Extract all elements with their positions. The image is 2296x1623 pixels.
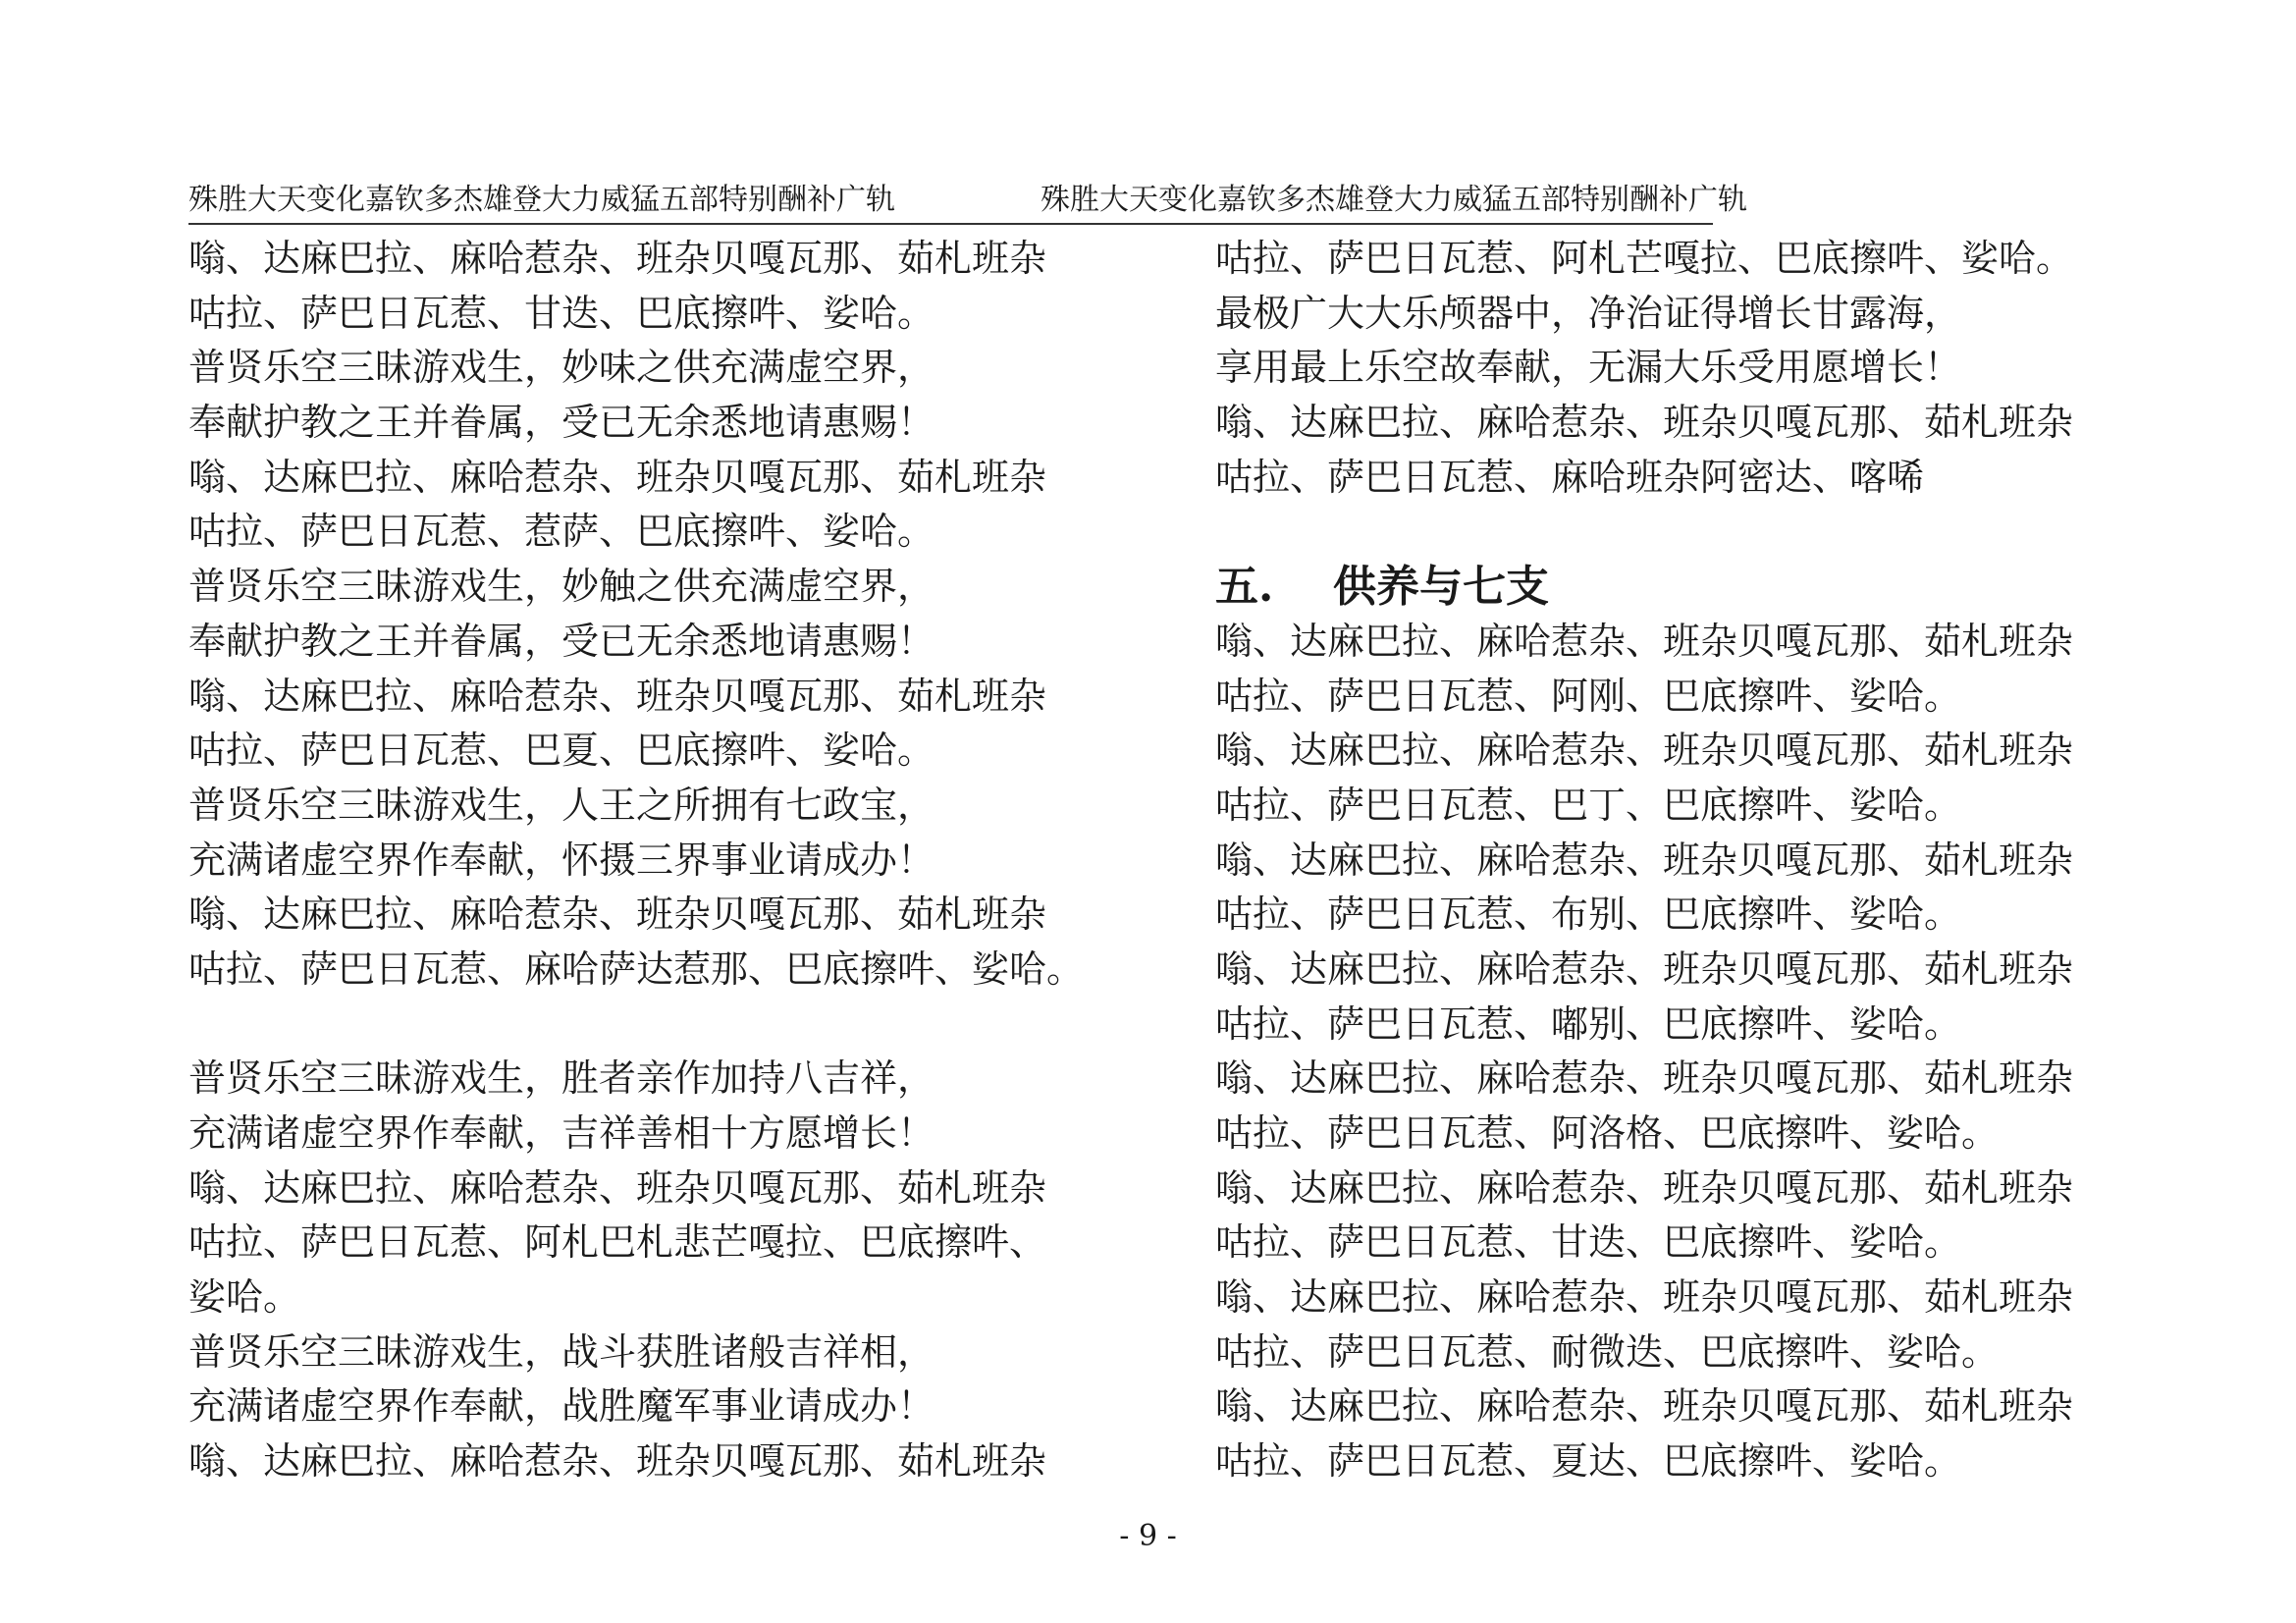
text-line: 咕拉、萨巴日瓦惹、巴夏、巴底擦吽、娑哈。 [188,729,935,773]
text-line: 咕拉、萨巴日瓦惹、惹萨、巴底擦吽、娑哈。 [188,510,935,554]
text-line: 嗡、达麻巴拉、麻哈惹杂、班杂贝嘎瓦那、茹札班杂 [1215,1165,2074,1210]
text-line: 奉献护教之王并眷属，受已无余悉地请惠赐！ [188,619,935,663]
paragraph-gap [1215,505,1981,560]
text-line: 普贤乐空三昧游戏生，人王之所拥有七政宝， [188,783,935,827]
section-title: 供养与七支 [1333,562,1549,613]
header-title-left: 殊胜大天变化嘉钦多杰雄登大力威猛五部特别酬补广轨 [188,183,895,217]
text-line: 享用最上乐空故奉献，无漏大乐受用愿增长！ [1215,346,1962,390]
text-line: 嗡、达麻巴拉、麻哈惹杂、班杂贝嘎瓦那、茹札班杂 [1215,401,2074,445]
text-line: 娑哈。 [188,1275,301,1320]
text-line: 嗡、达麻巴拉、麻哈惹杂、班杂贝嘎瓦那、茹札班杂 [188,1165,1047,1210]
text-line: 咕拉、萨巴日瓦惹、耐微迭、巴底擦吽、娑哈。 [1215,1329,2000,1374]
header-divider [188,223,1713,225]
text-line: 咕拉、萨巴日瓦惹、甘迭、巴底擦吽、娑哈。 [188,291,935,335]
text-line: 咕拉、萨巴日瓦惹、阿札芒嘎拉、巴底擦吽、娑哈。 [1215,237,2074,280]
text-line: 嗡、达麻巴拉、麻哈惹杂、班杂贝嘎瓦那、茹札班杂 [188,893,1047,937]
text-line: 最极广大大乐颅器中，净治证得增长甘露海， [1215,291,1962,335]
text-line: 普贤乐空三昧游戏生，妙触之供充满虚空界， [188,565,935,609]
text-line: 嗡、达麻巴拉、麻哈惹杂、班杂贝嘎瓦那、茹札班杂 [1215,1384,2074,1429]
text-line: 咕拉、萨巴日瓦惹、布别、巴底擦吽、娑哈。 [1215,893,1962,937]
text-line: 咕拉、萨巴日瓦惹、麻哈萨达惹那、巴底擦吽、娑哈。 [188,947,1085,991]
section-heading [1215,560,1981,615]
text-line: 嗡、达麻巴拉、麻哈惹杂、班杂贝嘎瓦那、茹札班杂 [188,1439,1047,1484]
text-line: 普贤乐空三昧游戏生，妙味之供充满虚空界， [188,346,935,390]
text-line: 嗡、达麻巴拉、麻哈惹杂、班杂贝嘎瓦那、茹札班杂 [188,237,1047,280]
text-line: 充满诸虚空界作奉献，吉祥善相十方愿增长！ [188,1111,935,1155]
text-line: 普贤乐空三昧游戏生，胜者亲作加持八吉祥， [188,1056,935,1101]
text-line: 咕拉、萨巴日瓦惹、阿洛格、巴底擦吽、娑哈。 [1215,1111,2000,1155]
page-number: - 9 - [1119,1519,1177,1553]
header-title-right: 殊胜大天变化嘉钦多杰雄登大力威猛五部特别酬补广轨 [1041,183,1747,217]
text-line: 嗡、达麻巴拉、麻哈惹杂、班杂贝嘎瓦那、茹札班杂 [188,455,1047,499]
text-line: 奉献护教之王并眷属，受已无余悉地请惠赐！ [188,401,935,445]
text-line: 充满诸虚空界作奉献，怀摄三界事业请成办！ [188,838,935,882]
text-line: 嗡、达麻巴拉、麻哈惹杂、班杂贝嘎瓦那、茹札班杂 [1215,619,2074,663]
text-line: 嗡、达麻巴拉、麻哈惹杂、班杂贝嘎瓦那、茹札班杂 [188,674,1047,718]
text-line: 充满诸虚空界作奉献，战胜魔军事业请成办！ [188,1384,935,1429]
text-line: 普贤乐空三昧游戏生，战斗获胜诸般吉祥相， [188,1329,935,1374]
text-line: 嗡、达麻巴拉、麻哈惹杂、班杂贝嘎瓦那、茹札班杂 [1215,838,2074,882]
text-line: 嗡、达麻巴拉、麻哈惹杂、班杂贝嘎瓦那、茹札班杂 [1215,729,2074,773]
text-line: 咕拉、萨巴日瓦惹、夏达、巴底擦吽、娑哈。 [1215,1439,1962,1484]
text-line: 咕拉、萨巴日瓦惹、阿札巴札悲芒嘎拉、巴底擦吽、 [188,1220,1047,1265]
text-line: 咕拉、萨巴日瓦惹、嘟别、巴底擦吽、娑哈。 [1215,1001,1962,1046]
text-line: 咕拉、萨巴日瓦惹、阿刚、巴底擦吽、娑哈。 [1215,674,1962,718]
paragraph-gap [188,998,954,1053]
text-line: 嗡、达麻巴拉、麻哈惹杂、班杂贝嘎瓦那、茹札班杂 [1215,1056,2074,1101]
text-line: 嗡、达麻巴拉、麻哈惹杂、班杂贝嘎瓦那、茹札班杂 [1215,947,2074,991]
section-number: 五. [1215,562,1274,613]
text-line: 咕拉、萨巴日瓦惹、甘迭、巴底擦吽、娑哈。 [1215,1220,1962,1265]
text-line: 嗡、达麻巴拉、麻哈惹杂、班杂贝嘎瓦那、茹札班杂 [1215,1275,2074,1320]
text-line: 咕拉、萨巴日瓦惹、巴丁、巴底擦吽、娑哈。 [1215,783,1962,827]
left-text-column [188,232,1085,1489]
right-text-column [1215,232,2074,1489]
text-line: 咕拉、萨巴日瓦惹、麻哈班杂阿密达、喀唏 [1215,455,1925,499]
